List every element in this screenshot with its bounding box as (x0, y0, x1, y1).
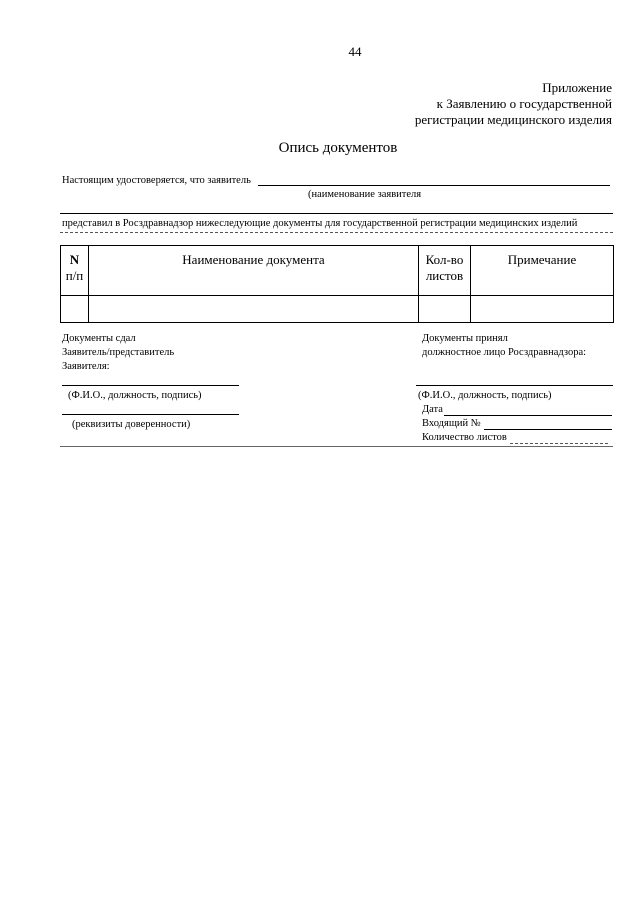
applicant-caption: (наименование заявителя (308, 189, 422, 200)
appendix-line-2: к Заявлению о государственной (436, 96, 612, 111)
right-signature-line (416, 385, 613, 386)
applicant-label: Заявителя: (62, 361, 110, 372)
received-label: Документы принял (422, 333, 508, 344)
right-fio-caption: (Ф.И.О., должность, подпись) (418, 390, 552, 401)
submitted-underline (60, 232, 613, 233)
header-document-name: Наименование документа (89, 246, 419, 296)
handed-over-label: Документы сдал (62, 333, 136, 344)
sheet-count-line[interactable] (510, 443, 608, 444)
incoming-number-line[interactable] (484, 429, 612, 430)
sheet-count-label: Количество листов (422, 432, 507, 443)
left-signature-line (62, 385, 239, 386)
bottom-rule (60, 446, 613, 447)
proxy-line (62, 414, 239, 415)
cell-document-name[interactable] (89, 296, 419, 323)
cell-number[interactable] (61, 296, 89, 323)
proxy-caption: (реквизиты доверенности) (72, 419, 191, 430)
appendix-header (415, 80, 612, 128)
header-sheet-count (419, 246, 471, 296)
date-label: Дата (422, 404, 443, 415)
header-number (61, 246, 89, 296)
submitted-text: представил в Росздравнадзор нижеследующие документы для государственной регистрации медицинских изделий (62, 218, 578, 229)
left-fio-caption: (Ф.И.О., должность, подпись) (68, 390, 202, 401)
date-line[interactable] (444, 415, 612, 416)
incoming-number-label: Входящий № (422, 418, 481, 429)
table-header-row (61, 246, 614, 296)
appendix-line-3: регистрации медицинского изделия (414, 112, 612, 127)
header-note: Примечание (471, 246, 614, 296)
table-row (61, 296, 614, 323)
documents-table (60, 245, 614, 323)
official-label: должностное лицо Росздравнадзора: (422, 347, 587, 358)
certify-text: Настоящим удостоверяется, что заявитель (62, 175, 251, 186)
cell-note[interactable] (471, 296, 614, 323)
header-number-line-1: N (69, 252, 80, 267)
header-count-line-1: Кол-во (425, 252, 464, 267)
applicant-name-line-2 (60, 213, 613, 214)
header-number-line-2: п/п (65, 268, 84, 283)
header-count-line-2: листов (425, 268, 464, 283)
page-title: Опись документов (278, 140, 398, 156)
page-number: 44 (348, 44, 362, 59)
cell-sheet-count[interactable] (419, 296, 471, 323)
appendix-line-1: Приложение (542, 80, 612, 95)
applicant-representative-label: Заявитель/представитель (62, 347, 175, 358)
applicant-name-line (258, 185, 610, 186)
